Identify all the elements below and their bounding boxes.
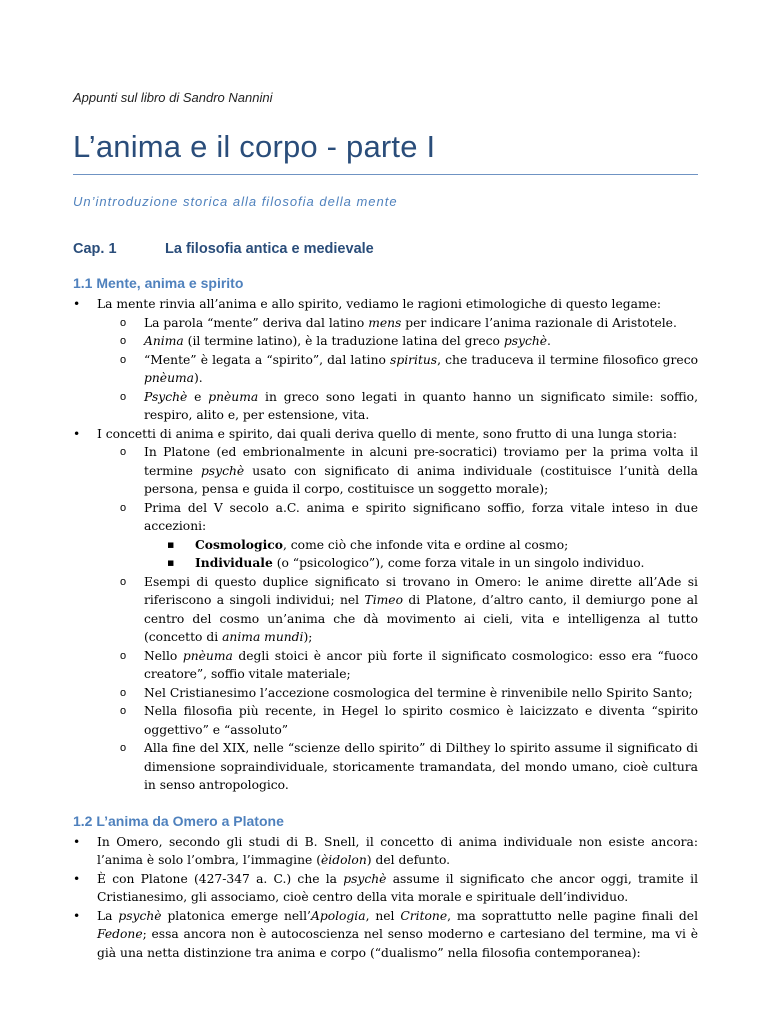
text: Nella filosofia più recente, in Hegel lo spirito cosmico è laicizzato e diventa “spirito oggettivo” e “assoluto” [144, 704, 698, 737]
text: , ma soprattutto nelle pagine finali del [447, 908, 699, 923]
text: ). [193, 371, 203, 385]
italic-text: psychè [343, 871, 387, 886]
text: La [97, 908, 119, 923]
list-item-text: La mente rinvia all’anima e allo spirito, vediamo le ragioni etimologiche di questo legame: [97, 297, 662, 311]
text: , che traduceva il termine filosofico greco [437, 352, 698, 367]
sub-list [120, 443, 698, 795]
text: Prima del V secolo a.C. anima e spirito significano soffio, forza vitale inteso in due accezioni: [144, 500, 698, 533]
bold-text: Individuale [195, 555, 273, 570]
sub-sub-list-item [167, 536, 698, 555]
sub-list-item [120, 332, 698, 351]
text: (o “psicologico”), come forza vitale in un singolo individuo. [272, 556, 645, 570]
italic-text: Apologia [310, 908, 366, 923]
text: , come ciò che infonde vita e ordine al cosmo; [282, 537, 569, 552]
sub-list-item [120, 684, 698, 703]
sub-list-item [120, 314, 698, 333]
text: di Platone, d’altro canto, il demiurgo pone al centro del cosmo un’anima che dà movimento ai cieli, vita e intelligenza al tutto (concetto di [144, 593, 698, 644]
text: Nello [144, 648, 183, 663]
italic-text: Anima [144, 334, 184, 348]
sub-list-item [120, 702, 698, 739]
italic-text: spiritus [390, 352, 438, 367]
title-divider [73, 174, 698, 175]
italic-text: mens [368, 315, 402, 330]
bold-text: Cosmologico [195, 536, 283, 552]
italic-text: psychè [118, 908, 162, 923]
text: ; essa ancora non è autocoscienza nel senso moderno e cartesiano del termine, ma vi è già una netta distinzione tra anima e corpo (“dualismo” nella filosofia contemporanea): [97, 927, 698, 960]
text: ) del defunto. [366, 853, 451, 867]
text: per indicare l’anima razionale di Aristotele. [401, 315, 677, 330]
text: Esempi di questo duplice significato si trovano in Omero: le anime dirette all’Ade si riferiscono a singoli individui; nel [144, 574, 698, 607]
section-heading-1-1: 1.1 Mente, anima e spirito [73, 275, 244, 291]
text: In Platone (ed embrionalmente in alcuni pre-socratici) troviamo per la prima volta il termine [144, 445, 698, 478]
book-note: Appunti sul libro di Sandro Nannini [73, 90, 273, 105]
sub-list-item [120, 739, 698, 795]
italic-text: èidolon [321, 853, 367, 867]
text: usato con significato di anima individuale (costituisce l’unità della persona, pensa e guida il corpo, costituisce un soggetto morale); [144, 463, 699, 496]
text: platonica emerge nell’ [161, 908, 311, 923]
text: e [187, 389, 209, 404]
text: La parola “mente” deriva dal latino [144, 315, 369, 330]
italic-text: pnèuma [182, 648, 233, 663]
page-subtitle: Un’introduzione storica alla filosofia della mente [73, 194, 398, 209]
text: , nel [365, 908, 401, 923]
text: ); [303, 630, 313, 644]
section-heading-1-2: 1.2 L’anima da Omero a Platone [73, 812, 284, 829]
sub-list-item [120, 573, 698, 647]
italic-text: pnèuma [208, 389, 259, 404]
italic-text: anima mundi [222, 630, 304, 644]
text: in greco sono legati in quanto hanno un significato simile: soffio, respiro, alito e, per estensione, vita. [144, 389, 698, 422]
text: degli stoici è ancor più forte il significato cosmologico: esso era “fuoco creatore”, soffio vitale materiale; [144, 648, 698, 681]
list-item-text: I concetti di anima e spirito, dai quali deriva quello di mente, sono frutto di una lunga storia: [97, 426, 677, 441]
sub-list-item [120, 351, 698, 388]
chapter-number: Cap. 1 [73, 241, 117, 257]
chapter-heading [73, 241, 698, 257]
text: assume il significato che ancor oggi, tramite il Cristianesimo, gli associamo, cioè centro della vita morale e spirituale dell’individuo. [97, 871, 699, 904]
list-item [73, 870, 698, 907]
italic-text: pnèuma [144, 371, 194, 385]
list-item [73, 833, 698, 870]
text: “Mente” è legata a “spirito”, dal latino [144, 352, 391, 367]
sub-sub-list-item [167, 554, 698, 573]
italic-text: Fedone [97, 927, 143, 941]
sub-sub-list [167, 536, 698, 573]
text: In Omero, secondo gli studi di B. Snell, il concetto di anima individuale non esiste ancora: l’anima è solo l’ombra, l’immagine ( [97, 834, 698, 867]
sub-list-item [120, 647, 698, 684]
text: È con Platone (427-347 a. C.) che la [97, 871, 344, 886]
list-item [73, 295, 698, 425]
text: . [547, 334, 551, 348]
sub-list-item [120, 388, 698, 425]
page-title: L’anima e il corpo - parte I [73, 129, 436, 164]
italic-text: Psychè [144, 389, 188, 404]
bullet-list [73, 295, 698, 795]
bullet-list [73, 833, 698, 963]
sub-list-item [120, 443, 698, 499]
text: Nel Cristianesimo l’accezione cosmologica del termine è rinvenibile nello Spirito Santo; [144, 685, 693, 700]
sub-list-item [120, 499, 698, 573]
chapter-title: La filosofia antica e medievale [165, 241, 374, 257]
text: Alla fine del XIX, nelle “scienze dello spirito” di Dilthey lo spirito assume il significato di dimensione sopraindividuale, storicamente tramandata, del mondo umano, cioè cultura in senso antropologico. [144, 741, 698, 792]
italic-text: Critone [400, 908, 448, 923]
sub-list [120, 314, 698, 425]
text: (il termine latino), è la traduzione latina del greco [183, 334, 504, 348]
italic-text: psychè [200, 463, 245, 478]
list-item [73, 425, 698, 795]
list-item [73, 907, 698, 963]
italic-text: Timeo [364, 593, 403, 607]
italic-text: psychè [503, 334, 548, 348]
